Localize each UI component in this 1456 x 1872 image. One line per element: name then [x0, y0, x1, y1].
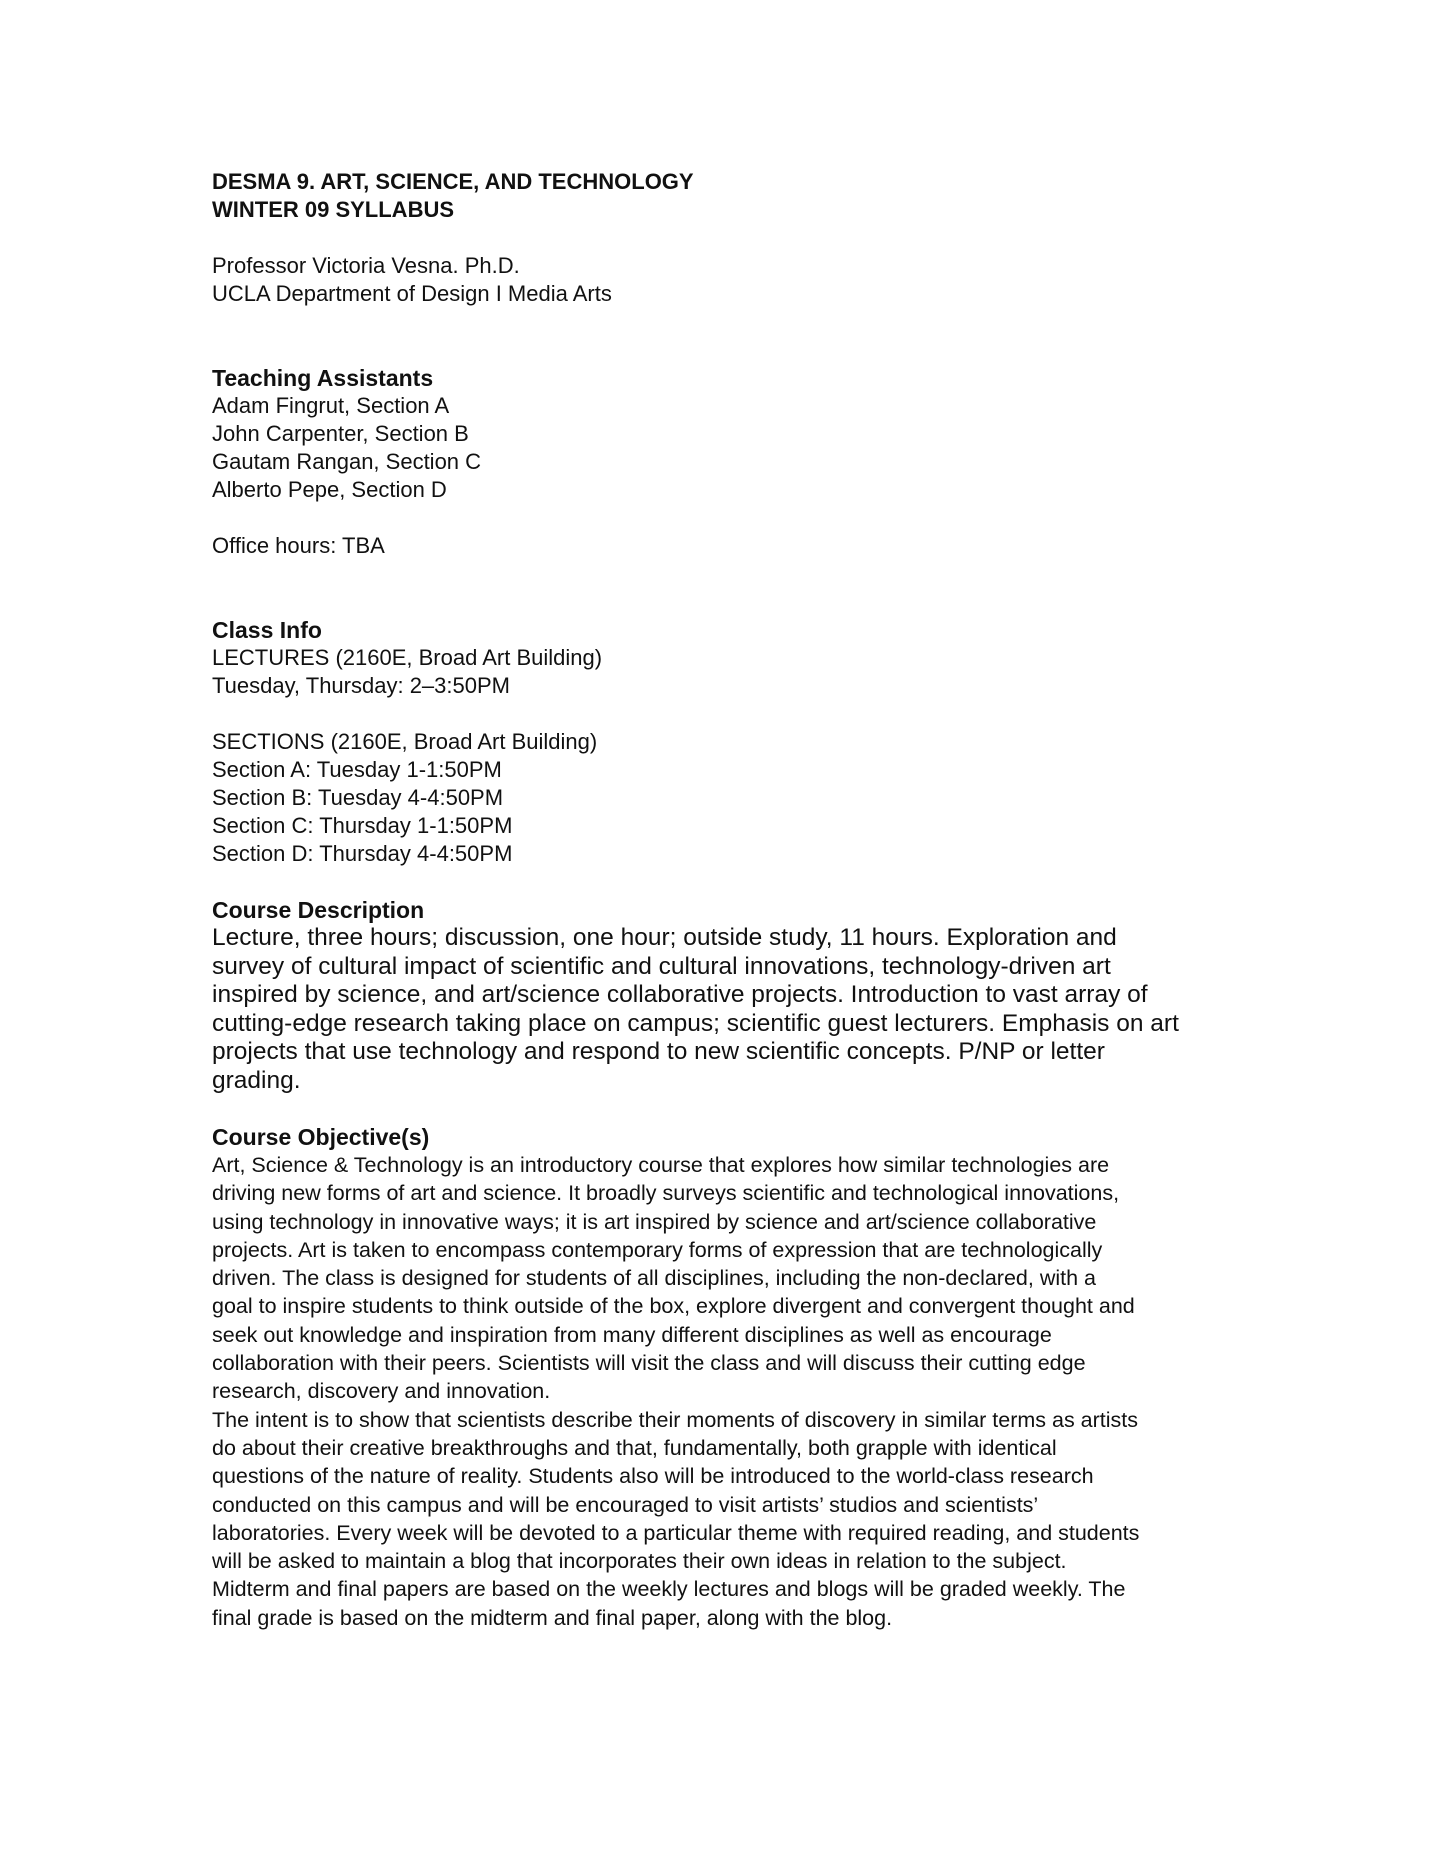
course-header — [212, 168, 1252, 224]
description-line: survey of cultural impact of scientific and cultural innovations, technology-driven art — [212, 952, 1111, 980]
objectives-line: Art, Science & Technology is an introductory course that explores how similar technologies are — [212, 1153, 1110, 1177]
objectives-line: research, discovery and innovation. — [212, 1379, 551, 1404]
section-time: Section C: Thursday 1-1:50PM — [212, 813, 513, 838]
objectives-line: do about their creative breakthroughs and that, fundamentally, both grapple with identical — [212, 1435, 1057, 1460]
objectives-line: driving new forms of art and science. It broadly surveys scientific and technological innovations, — [212, 1181, 1120, 1206]
objectives-line: projects. Art is taken to encompass contemporary forms of expression that are technologically — [212, 1237, 1103, 1262]
section-time: Section B: Tuesday 4-4:50PM — [212, 785, 504, 810]
lectures-location: LECTURES (2160E, Broad Art Building) — [212, 645, 603, 670]
class-info-heading: Class Info — [212, 617, 322, 643]
office-hours: Office hours: TBA — [212, 533, 385, 558]
course-title: DESMA 9. ART, SCIENCE, AND TECHNOLOGY — [212, 169, 694, 194]
objectives-line: seek out knowledge and inspiration from many different disciplines as well as encourage — [212, 1322, 1052, 1347]
section-time: Section A: Tuesday 1-1:50PM — [212, 757, 502, 782]
course-objectives-section — [212, 1123, 1252, 1632]
office-hours-section — [212, 532, 1252, 560]
course-objectives-heading: Course Objective(s) — [212, 1124, 430, 1150]
description-line: Lecture, three hours; discussion, one hour; outside study, 11 hours. Exploration and — [212, 924, 1117, 951]
lectures-time: Tuesday, Thursday: 2–3:50PM — [212, 673, 510, 698]
ta-item: John Carpenter, Section B — [212, 421, 469, 446]
class-info-section — [212, 616, 1252, 700]
teaching-assistants-section — [212, 364, 1252, 504]
objectives-line: questions of the nature of reality. Students also will be introduced to the world-class research — [212, 1464, 1094, 1489]
instructor-info — [212, 252, 1252, 308]
section-time: Section D: Thursday 4-4:50PM — [212, 841, 513, 866]
sections-section — [212, 728, 1252, 868]
objectives-line: Midterm and final papers are based on the weekly lectures and blogs will be graded weekly. The — [212, 1577, 1126, 1602]
term-label: WINTER 09 SYLLABUS — [212, 197, 455, 222]
course-description-section — [212, 896, 1252, 1095]
objectives-line: driven. The class is designed for students of all disciplines, including the non-declared, with a — [212, 1266, 1096, 1291]
ta-item: Alberto Pepe, Section D — [212, 477, 447, 502]
description-line: inspired by science, and art/science collaborative projects. Introduction to vast array of — [212, 981, 1148, 1008]
description-line: grading. — [212, 1066, 301, 1094]
objectives-line: conducted on this campus and will be encouraged to visit artists’ studios and scientists’ — [212, 1492, 1039, 1517]
ta-item: Gautam Rangan, Section C — [212, 449, 482, 474]
sections-location: SECTIONS (2160E, Broad Art Building) — [212, 729, 598, 754]
department-name: UCLA Department of Design I Media Arts — [212, 281, 612, 306]
syllabus-page — [212, 168, 1252, 1632]
professor-name: Professor Victoria Vesna. Ph.D. — [212, 253, 520, 278]
description-line: projects that use technology and respond to new scientific concepts. P/NP or letter — [212, 1038, 1105, 1065]
teaching-assistants-heading: Teaching Assistants — [212, 365, 434, 391]
ta-item: Adam Fingrut, Section A — [212, 393, 450, 418]
objectives-line: final grade is based on the midterm and final paper, along with the blog. — [212, 1605, 893, 1630]
objectives-line: will be asked to maintain a blog that incorporates their own ideas in relation to the subject. — [212, 1549, 1067, 1574]
objectives-paragraph-1 — [212, 1151, 1252, 1406]
objectives-line: collaboration with their peers. Scientists will visit the class and will discuss their cutting edge — [212, 1351, 1086, 1376]
objectives-line: laboratories. Every week will be devoted to a particular theme with required reading, and students — [212, 1520, 1140, 1545]
objectives-line: using technology in innovative ways; it is art inspired by science and art/science collaborative — [212, 1209, 1097, 1234]
course-description-heading: Course Description — [212, 897, 425, 923]
objectives-line: The intent is to show that scientists describe their moments of discovery in similar terms as artists — [212, 1407, 1139, 1432]
objectives-paragraph-2 — [212, 1406, 1252, 1632]
description-line: cutting-edge research taking place on campus; scientific guest lecturers. Emphasis on art — [212, 1009, 1179, 1037]
objectives-line: goal to inspire students to think outside of the box, explore divergent and convergent thought and — [212, 1294, 1135, 1319]
